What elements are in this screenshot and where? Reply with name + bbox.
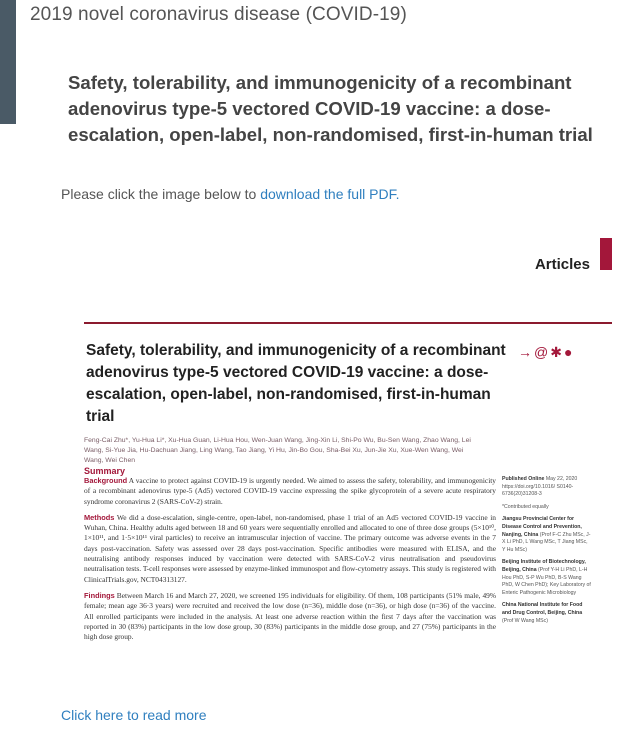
sidebar-note-strong: Jiangsu Provincial Center for Disease Control and Prevention, Nanjing, China [502, 516, 582, 538]
accent-bar [0, 0, 16, 124]
download-prompt-text: Please click the image below to [61, 186, 261, 202]
sidebar-note-strong: Published Online [502, 476, 545, 482]
abstract-methods [84, 513, 496, 585]
abstract [84, 476, 496, 648]
articles-section-label: Articles [534, 256, 590, 273]
abstract-findings [84, 591, 496, 642]
paper-sidebar [502, 476, 592, 630]
download-prompt [61, 186, 400, 202]
abstract-label: Background [84, 476, 128, 485]
articles-tab-marker [600, 238, 612, 270]
sidebar-note [502, 516, 592, 554]
abstract-text: Between March 16 and March 27, 2020, we screened 195 individuals for eligibility. Of them, 108 participants (51% male, 49% female; mean age 36·3 years) were recruited and received the low dose (n=36), middle dose (n=36), or high dose (n=36) of the vaccine. All enrolled participants were included in the analysis. At least one adverse reaction within the first 7 days after the vaccination was reported in 30 (83%) participants in the low dose group, 30 (83%) participants in the middle dose group, and 27 (75%) participants in the high dose group. [84, 590, 496, 642]
abstract-label: Findings [84, 590, 115, 600]
abstract-background [84, 476, 496, 507]
sidebar-note-text: (Prof F-C Zhu MSc, J-X Li PhD, L Wang MSc, T Jiang MSc, Y Hu MSc) [502, 531, 591, 553]
journal-badges-icon: →@✱● [518, 344, 575, 360]
sidebar-note-text: (Prof W Wang MSc) [502, 617, 548, 624]
sidebar-note-text: (Prof Y-H Li PhD, L-H Hou PhD, S-P Wu PhD, B-S Wang PhD, W Chen PhD); Key Laboratory of Enteric Pathogenic Microbiology [502, 566, 591, 596]
abstract-text: We did a dose-escalation, single-centre, open-label, non-randomised, phase 1 trial of an Ad5 vectored COVID-19 vaccine in Wuhan, China. Healthy adults aged between 18 and 60 years were sequentially enrolled and allocated to one of three dose groups (5×10¹⁰, 1×10¹¹, and 1·5×10¹¹ viral particles) to receive an intramuscular injection of vaccine. The primary outcome was adverse events in the 7 days post-vaccination. Safety was assessed over 28 days post-vaccination. Specific antibodies were measured with ELISA, and the neutralising antibody responses induced by vaccination were detected with SARS-CoV-2 virus neutralisation and pseudovirus neutralisation tests. T-cell responses were assessed by enzyme-linked immunospot and flow-cytometry assays. This study is registered with ClinicalTrials.gov, NCT04313127. [84, 512, 496, 584]
download-pdf-link[interactable]: download the full PDF. [260, 186, 400, 202]
read-more-link[interactable]: Click here to read more [61, 707, 207, 723]
sidebar-note-strong: China National Institute for Food and Drug Control, Beijing, China [502, 602, 583, 616]
paper-preview-image[interactable] [84, 230, 614, 670]
author-list: Feng-Cai Zhu*, Yu-Hua Li*, Xu-Hua Guan, Li-Hua Hou, Wen-Juan Wang, Jing-Xin Li, Shi-Po Wu, Bu-Sen Wang, Zhao Wang, Lei Wang, Si-Yue Jia, Hu-Dachuan Jiang, Ling Wang, Tao Jiang, Yi Hu, Jin-Bo Gou, Sha-Bei Xu, Jun-Jie Xu, Xue-Wen Wang, Wei Wang, Wei Chen [84, 437, 471, 464]
header-rule [84, 322, 612, 324]
abstract-label: Methods [84, 512, 115, 522]
summary-heading: Summary [84, 466, 126, 476]
sidebar-note [502, 504, 592, 512]
sidebar-note-strong: Beijing Institute of Biotechnology, Beijing, China [502, 559, 586, 573]
category-heading: 2019 novel coronavirus disease (COVID-19) [30, 4, 407, 25]
sidebar-note [502, 476, 592, 499]
sidebar-note-text: May 22, 2020 https://doi.org/10.1016/ S0140-6736(20)31208-3 [502, 476, 578, 498]
paper-title: Safety, tolerability, and immunogenicity of a recombinant adenovirus type-5 vectored COVID-19 vaccine: a dose-escalation, open-label, non-randomised, first-in-human trial [86, 342, 506, 425]
sidebar-note [502, 602, 592, 625]
sidebar-note-text: *Contributed equally [502, 503, 549, 510]
article-title: Safety, tolerability, and immunogenicity of a recombinant adenovirus type-5 vectored COVID-19 vaccine: a dose-escalation, open-label, non-randomised, first-in-human trial [68, 72, 593, 145]
abstract-text: A vaccine to protect against COVID-19 is urgently needed. We aimed to assess the safety, tolerability, and immunogenicity of a recombinant adenovirus type-5 (Ad5) vectored COVID-19 vaccine expressing the spike glycoprotein of a severe acute respiratory syndrome coronavirus 2 (SARS-CoV-2) strain. [84, 476, 496, 506]
sidebar-note [502, 559, 592, 597]
